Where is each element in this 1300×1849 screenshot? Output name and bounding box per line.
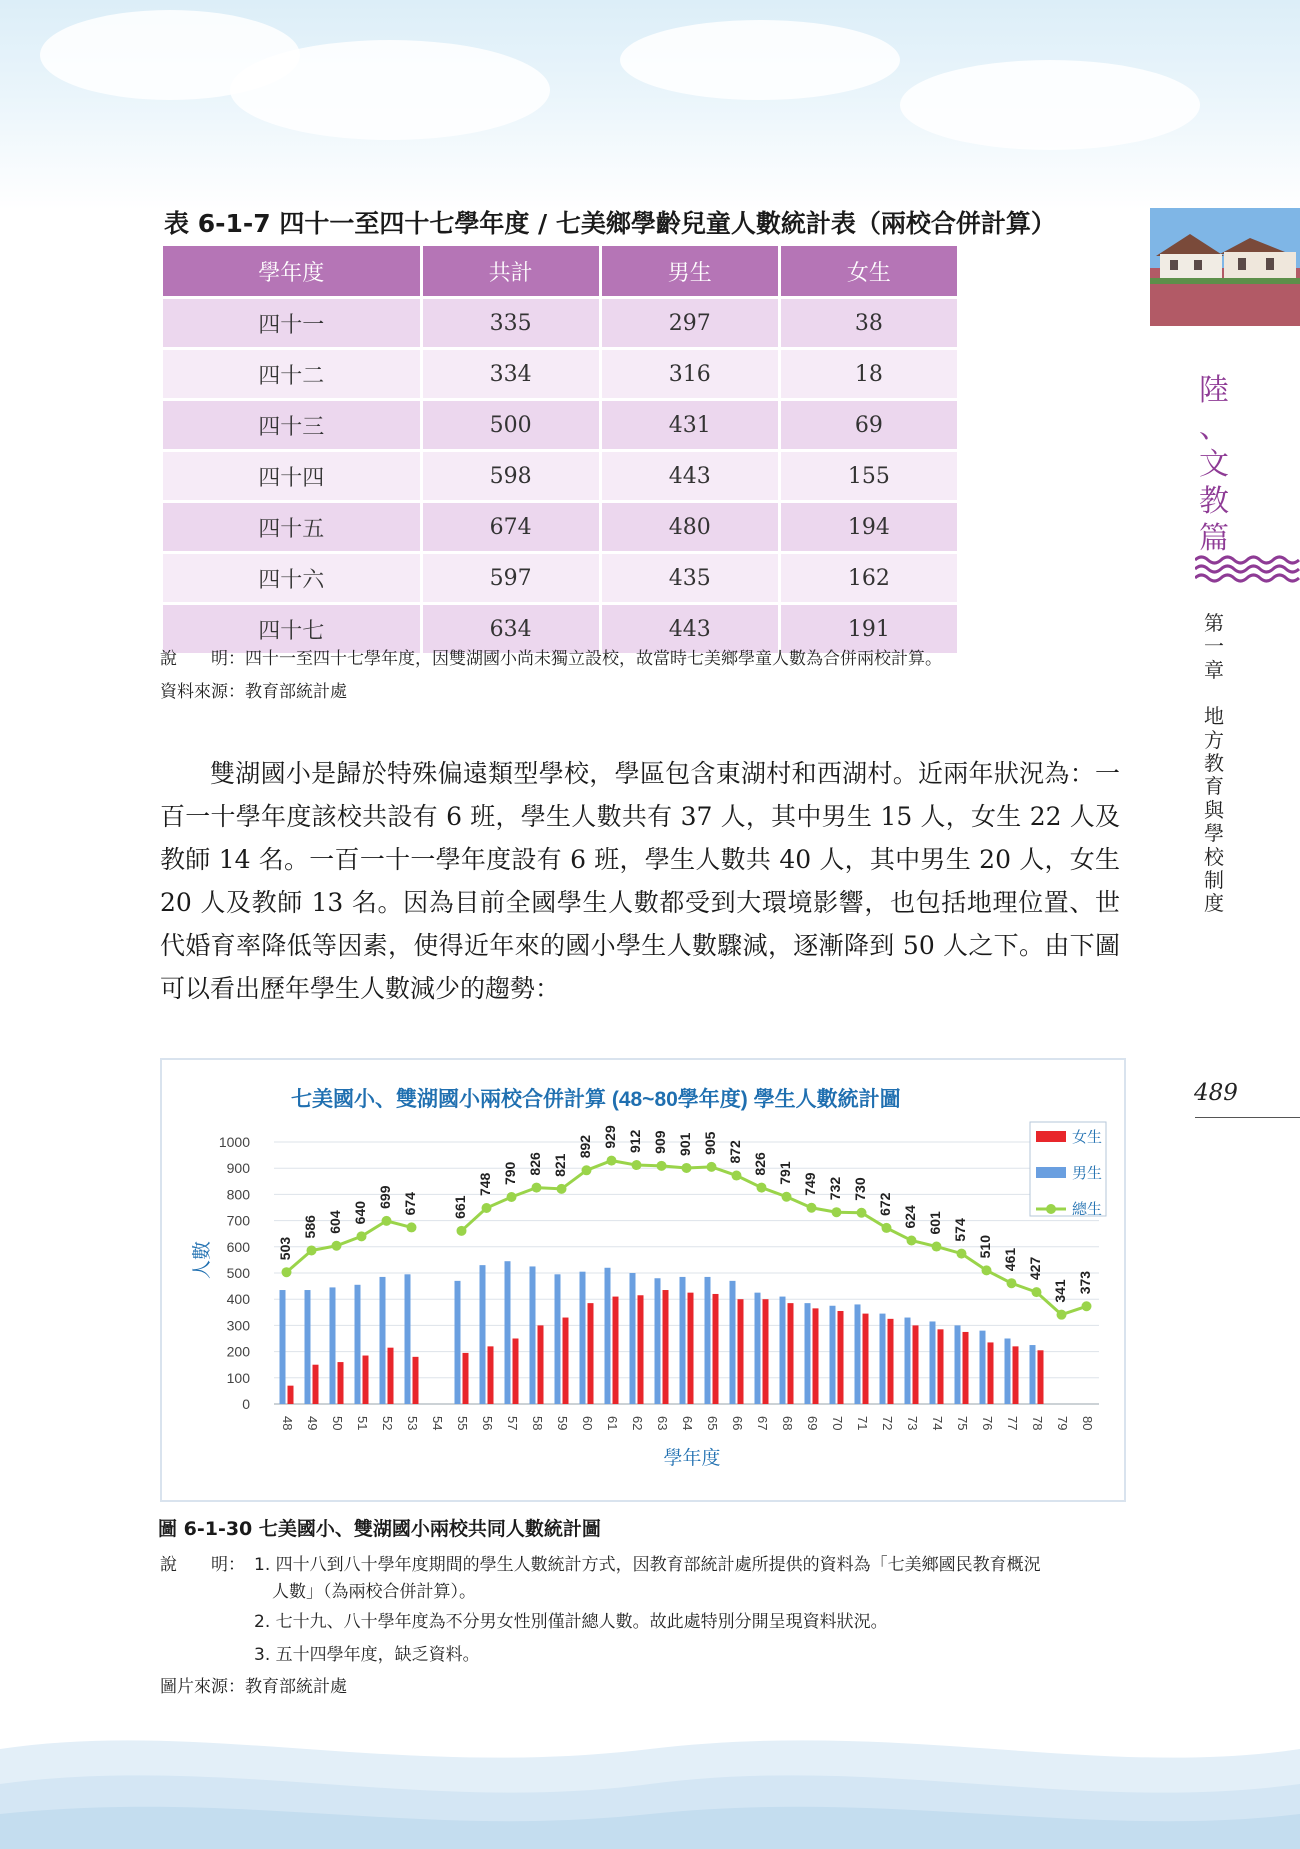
data-label-total: 672 xyxy=(877,1192,894,1216)
bar-boys xyxy=(480,1265,486,1404)
y-tick-label: 0 xyxy=(242,1396,250,1412)
bar-boys xyxy=(280,1290,286,1404)
table-cell: 335 xyxy=(421,298,600,349)
y-axis-label: 人數 xyxy=(192,1240,213,1280)
table-cell: 191 xyxy=(779,604,958,655)
data-label-total: 461 xyxy=(1002,1247,1019,1272)
figure-source: 圖片來源：教育部統計處 xyxy=(160,1677,347,1697)
y-tick-label: 1000 xyxy=(218,1134,250,1150)
x-tick-label: 78 xyxy=(1030,1416,1046,1431)
y-tick-label: 400 xyxy=(226,1291,250,1308)
chapter-char: 制 xyxy=(1204,868,1224,893)
total-point xyxy=(757,1183,767,1193)
x-tick-label: 55 xyxy=(455,1416,471,1431)
bar-girls xyxy=(663,1290,669,1404)
bar-girls xyxy=(363,1356,369,1404)
bar-girls xyxy=(538,1325,544,1404)
bar-boys xyxy=(730,1281,736,1404)
body-paragraph xyxy=(160,752,1120,1010)
chapter-char: 方 xyxy=(1204,727,1224,752)
x-tick-label: 72 xyxy=(880,1416,896,1431)
y-tick-label: 700 xyxy=(226,1212,250,1229)
bar-boys xyxy=(805,1303,811,1404)
bar-girls xyxy=(613,1297,619,1404)
table-cell: 431 xyxy=(600,400,779,451)
bar-girls xyxy=(513,1339,519,1405)
total-point xyxy=(457,1226,467,1236)
x-tick-label: 57 xyxy=(505,1416,521,1431)
chapter-char: 度 xyxy=(1204,891,1224,916)
table-cell: 597 xyxy=(421,553,600,604)
table-header-row xyxy=(162,245,959,298)
x-tick-label: 49 xyxy=(305,1416,321,1431)
x-tick-label: 51 xyxy=(355,1416,371,1431)
table-cell: 443 xyxy=(600,604,779,655)
bar-boys xyxy=(530,1266,536,1404)
table-cell: 38 xyxy=(779,298,958,349)
bar-boys xyxy=(405,1274,411,1404)
x-tick-label: 60 xyxy=(580,1416,596,1431)
chapter-char: 章 xyxy=(1204,657,1224,682)
bar-boys xyxy=(505,1261,511,1404)
bar-boys xyxy=(1030,1345,1036,1404)
bar-girls xyxy=(688,1293,694,1404)
data-label-total: 826 xyxy=(752,1152,769,1176)
total-point xyxy=(857,1208,867,1218)
y-tick-label: 200 xyxy=(226,1343,250,1360)
y-tick-label: 800 xyxy=(226,1186,250,1203)
data-label-total: 730 xyxy=(852,1177,869,1201)
total-point xyxy=(982,1265,992,1275)
legend-label: 總生 xyxy=(1072,1201,1103,1218)
x-tick-label: 75 xyxy=(955,1416,971,1431)
chart-legend xyxy=(1030,1122,1106,1218)
y-tick-label: 600 xyxy=(226,1238,250,1255)
bar-girls xyxy=(463,1353,469,1404)
total-point xyxy=(732,1171,742,1181)
table-row xyxy=(162,502,959,553)
total-point xyxy=(1032,1287,1042,1297)
data-label-total: 748 xyxy=(477,1172,494,1197)
x-tick-label: 69 xyxy=(805,1416,821,1431)
bar-girls xyxy=(763,1299,769,1404)
bar-boys xyxy=(330,1287,336,1404)
data-label-total: 826 xyxy=(527,1152,544,1176)
legend-swatch xyxy=(1036,1167,1066,1178)
x-tick-label: 71 xyxy=(855,1416,871,1431)
total-point xyxy=(407,1222,417,1232)
data-label-total: 574 xyxy=(952,1218,969,1242)
table-row xyxy=(162,349,959,400)
x-tick-label: 53 xyxy=(405,1416,421,1431)
table-cell: 四十五 xyxy=(162,502,422,553)
chapter-char: 教 xyxy=(1204,751,1224,776)
table-cell: 四十七 xyxy=(162,604,422,655)
legend-label: 男生 xyxy=(1072,1165,1103,1182)
chart-title: 七美國小、雙湖國小兩校合併計算 (48~80學年度) 學生人數統計圖 xyxy=(291,1088,901,1111)
total-point xyxy=(482,1203,492,1213)
figure-note-label: 說 明： xyxy=(160,1555,245,1575)
bar-girls xyxy=(1013,1346,1019,1404)
chart-container xyxy=(160,1058,1126,1502)
x-tick-label: 52 xyxy=(380,1416,396,1431)
table-row xyxy=(162,400,959,451)
data-label-total: 601 xyxy=(927,1211,944,1235)
x-tick-label: 74 xyxy=(930,1416,946,1431)
data-label-total: 905 xyxy=(702,1131,719,1155)
bar-boys xyxy=(455,1281,461,1404)
x-tick-label: 63 xyxy=(655,1416,671,1431)
total-point xyxy=(932,1242,942,1252)
table-cell: 435 xyxy=(600,553,779,604)
wave-ornament xyxy=(1195,554,1300,586)
total-point xyxy=(1057,1310,1067,1320)
chapter-char: 校 xyxy=(1204,844,1224,869)
total-point xyxy=(357,1231,367,1241)
table-cell: 四十二 xyxy=(162,349,422,400)
bar-girls xyxy=(288,1386,294,1404)
y-tick-label: 500 xyxy=(226,1265,250,1281)
bar-boys xyxy=(980,1331,986,1404)
table-row xyxy=(162,451,959,502)
x-tick-label: 67 xyxy=(755,1416,771,1431)
data-label-total: 674 xyxy=(402,1192,419,1216)
y-tick-label: 900 xyxy=(226,1160,250,1177)
x-tick-label: 62 xyxy=(630,1416,646,1431)
total-point xyxy=(557,1184,567,1194)
data-label-total: 791 xyxy=(777,1161,794,1185)
chapter-char: 育 xyxy=(1204,774,1224,799)
data-label-total: 373 xyxy=(1077,1270,1094,1295)
paragraph-text: 雙湖國小是歸於特殊偏遠類型學校，學區包含東湖村和西湖村。近兩年狀況為：一百一十學年度該校共設有 6 班，學生人數共有 37 人，其中男生 15 人，女生 22 人及教師 14 名。一百一十一學年度設有 6 班，學生人數共 40 人，其中男生 20 人，女生 20 人及教師 13 名。因為目前全國學生人數都受到大環境影響，也包括地理位置、世代婚育率降低等因素，使得近年來的國小學生人數驟減，逐漸降到 50 人之下。由下圖可以看出歷年學生人數減少的趨勢： xyxy=(160,759,1120,1003)
x-axis-label: 學年度 xyxy=(663,1448,721,1469)
total-point xyxy=(957,1249,967,1259)
bar-boys xyxy=(555,1274,561,1404)
x-tick-label: 48 xyxy=(280,1416,296,1431)
bar-girls xyxy=(813,1308,819,1404)
y-tick-label: 100 xyxy=(226,1369,250,1386)
x-tick-label: 61 xyxy=(605,1416,621,1431)
total-point xyxy=(682,1163,692,1173)
wave-footer-decoration xyxy=(0,1709,1300,1849)
data-label-total: 510 xyxy=(977,1235,994,1259)
table-cell: 634 xyxy=(421,604,600,655)
data-label-total: 661 xyxy=(452,1195,469,1219)
total-point xyxy=(332,1241,342,1251)
section-title-vertical xyxy=(1196,372,1232,557)
table-cell: 480 xyxy=(600,502,779,553)
figure-note-line: 人數」（為兩校合併計算）。 xyxy=(272,1582,476,1602)
data-label-total: 341 xyxy=(1052,1279,1069,1303)
bar-boys xyxy=(780,1297,786,1404)
x-tick-label: 54 xyxy=(430,1416,446,1431)
table-cell: 334 xyxy=(421,349,600,400)
bar-girls xyxy=(838,1311,844,1404)
total-point xyxy=(532,1183,542,1193)
bar-boys xyxy=(755,1293,761,1404)
x-tick-label: 58 xyxy=(530,1416,546,1431)
figure-note-line: 3. 五十四學年度，缺乏資料。 xyxy=(254,1645,480,1665)
table-cell: 162 xyxy=(779,553,958,604)
figure-note-line: 1. 四十八到八十學年度期間的學生人數統計方式，因教育部統計處所提供的資料為「七美鄉國民教育概況 xyxy=(254,1555,1041,1575)
data-label-total: 732 xyxy=(827,1176,844,1201)
total-point xyxy=(282,1267,292,1277)
data-label-total: 699 xyxy=(377,1185,394,1209)
data-label-total: 909 xyxy=(652,1130,669,1154)
total-point xyxy=(1007,1278,1017,1288)
table-cell: 500 xyxy=(421,400,600,451)
data-label-total: 892 xyxy=(577,1134,594,1159)
bar-girls xyxy=(1038,1350,1044,1404)
table-row xyxy=(162,553,959,604)
x-tick-label: 77 xyxy=(1005,1416,1021,1431)
section-title-char: 陸 xyxy=(1199,373,1229,408)
bar-girls xyxy=(863,1314,869,1404)
chapter-char: 第 xyxy=(1204,611,1224,635)
bar-girls xyxy=(713,1294,719,1404)
page-number-rule xyxy=(1195,1117,1300,1118)
bar-boys xyxy=(355,1285,361,1404)
bar-boys xyxy=(930,1321,936,1404)
table-cell: 194 xyxy=(779,502,958,553)
table-cell: 443 xyxy=(600,451,779,502)
table-header-cell: 男生 xyxy=(600,245,779,298)
bar-girls xyxy=(563,1318,569,1404)
table-cell: 四十三 xyxy=(162,400,422,451)
school-building-photo xyxy=(1150,208,1300,326)
legend-swatch-marker xyxy=(1046,1204,1056,1214)
x-tick-label: 64 xyxy=(680,1416,696,1431)
bar-boys xyxy=(580,1272,586,1404)
figure-note-line: 2. 七十九、八十學年度為不分男女性別僅計總人數。故此處特別分開呈現資料狀況。 xyxy=(254,1612,888,1632)
bar-boys xyxy=(380,1277,386,1404)
table-cell: 598 xyxy=(421,451,600,502)
table-cell: 四十一 xyxy=(162,298,422,349)
chapter-char: 學 xyxy=(1204,821,1224,846)
bar-girls xyxy=(388,1348,394,1404)
data-label-total: 790 xyxy=(502,1161,519,1186)
data-label-total: 604 xyxy=(327,1210,344,1234)
table-cell: 316 xyxy=(600,349,779,400)
total-point xyxy=(1082,1301,1092,1311)
table-header-cell: 女生 xyxy=(779,245,958,298)
section-title-char: 教 xyxy=(1199,484,1229,519)
section-title-char: 、 xyxy=(1199,410,1229,445)
total-point xyxy=(507,1192,517,1202)
data-label-total: 872 xyxy=(727,1140,744,1164)
bar-girls xyxy=(313,1365,319,1404)
data-label-total: 427 xyxy=(1027,1256,1044,1281)
total-point xyxy=(657,1161,667,1171)
total-point xyxy=(382,1216,392,1226)
chapter-title-vertical xyxy=(1197,612,1231,916)
bar-girls xyxy=(988,1342,994,1404)
x-tick-label: 80 xyxy=(1080,1416,1096,1431)
bar-girls xyxy=(488,1346,494,1404)
page-number: 489 xyxy=(1194,1080,1238,1106)
table-row xyxy=(162,298,959,349)
table-cell: 155 xyxy=(779,451,958,502)
figure-caption: 圖 6-1-30 七美國小、雙湖國小兩校共同人數統計圖 xyxy=(158,1518,601,1540)
bar-girls xyxy=(938,1329,944,1404)
total-point xyxy=(832,1207,842,1217)
chapter-char: 地 xyxy=(1204,704,1224,729)
total-point xyxy=(807,1203,817,1213)
bar-girls xyxy=(913,1325,919,1404)
bar-girls xyxy=(413,1357,419,1404)
data-label-total: 640 xyxy=(352,1200,369,1225)
legend-label: 女生 xyxy=(1072,1129,1103,1146)
bar-boys xyxy=(1005,1339,1011,1405)
student-stats-table xyxy=(160,243,960,656)
x-tick-label: 70 xyxy=(830,1416,846,1431)
section-title-char: 文 xyxy=(1199,447,1229,482)
table-cell: 18 xyxy=(779,349,958,400)
table-source: 資料來源：教育部統計處 xyxy=(160,682,347,702)
bar-boys xyxy=(630,1273,636,1404)
bar-boys xyxy=(705,1277,711,1404)
bar-boys xyxy=(680,1277,686,1404)
legend-swatch xyxy=(1036,1131,1066,1142)
data-label-total: 586 xyxy=(302,1215,319,1239)
table-cell: 297 xyxy=(600,298,779,349)
table-header-cell: 學年度 xyxy=(162,245,422,298)
bar-girls xyxy=(738,1299,744,1404)
bar-girls xyxy=(963,1332,969,1404)
bar-boys xyxy=(830,1306,836,1404)
table-cell: 69 xyxy=(779,400,958,451)
table-cell: 四十六 xyxy=(162,553,422,604)
bar-boys xyxy=(905,1318,911,1404)
total-point xyxy=(782,1192,792,1202)
table-title: 表 6-1-7 四十一至四十七學年度 / 七美鄉學齡兒童人數統計表（兩校合併計算） xyxy=(164,209,1056,238)
x-tick-label: 56 xyxy=(480,1416,496,1431)
total-point xyxy=(632,1160,642,1170)
x-tick-label: 79 xyxy=(1055,1416,1071,1431)
bar-boys xyxy=(855,1304,861,1404)
table-note: 說 明：四十一至四十七學年度，因雙湖國小尚未獨立設校，故當時七美鄉學童人數為合併兩校計算。 xyxy=(160,649,942,669)
x-tick-label: 66 xyxy=(730,1416,746,1431)
data-label-total: 821 xyxy=(552,1153,569,1177)
total-point xyxy=(582,1165,592,1175)
bar-girls xyxy=(338,1362,344,1404)
total-point xyxy=(882,1223,892,1233)
chapter-char xyxy=(1197,682,1231,705)
bar-boys xyxy=(880,1314,886,1404)
data-label-total: 749 xyxy=(802,1172,819,1196)
data-label-total: 503 xyxy=(277,1236,294,1261)
x-tick-label: 65 xyxy=(705,1416,721,1431)
section-title-char: 篇 xyxy=(1199,521,1229,556)
table-header-cell: 共計 xyxy=(421,245,600,298)
student-count-chart xyxy=(162,1060,1124,1500)
x-tick-label: 68 xyxy=(780,1416,796,1431)
x-tick-label: 73 xyxy=(905,1416,921,1431)
x-tick-label: 76 xyxy=(980,1416,996,1431)
data-label-total: 624 xyxy=(902,1205,919,1229)
total-point xyxy=(707,1162,717,1172)
table-cell: 674 xyxy=(421,502,600,553)
data-label-total: 912 xyxy=(627,1129,644,1154)
data-label-total: 929 xyxy=(602,1125,619,1149)
chapter-char: 與 xyxy=(1204,797,1224,822)
table-cell: 四十四 xyxy=(162,451,422,502)
bar-boys xyxy=(605,1268,611,1404)
bar-girls xyxy=(788,1303,794,1404)
bar-girls xyxy=(888,1319,894,1404)
bar-boys xyxy=(305,1290,311,1404)
y-tick-label: 300 xyxy=(226,1317,250,1334)
bar-girls xyxy=(588,1303,594,1404)
total-point xyxy=(307,1245,317,1255)
chapter-char: 一 xyxy=(1204,634,1224,659)
data-label-total: 901 xyxy=(677,1132,694,1156)
bar-boys xyxy=(655,1278,661,1404)
x-tick-label: 50 xyxy=(330,1416,346,1431)
total-point xyxy=(907,1236,917,1246)
sky-header-background xyxy=(0,0,1300,210)
bar-girls xyxy=(638,1295,644,1404)
bar-boys xyxy=(955,1325,961,1404)
x-tick-label: 59 xyxy=(555,1416,571,1431)
total-point xyxy=(607,1156,617,1166)
